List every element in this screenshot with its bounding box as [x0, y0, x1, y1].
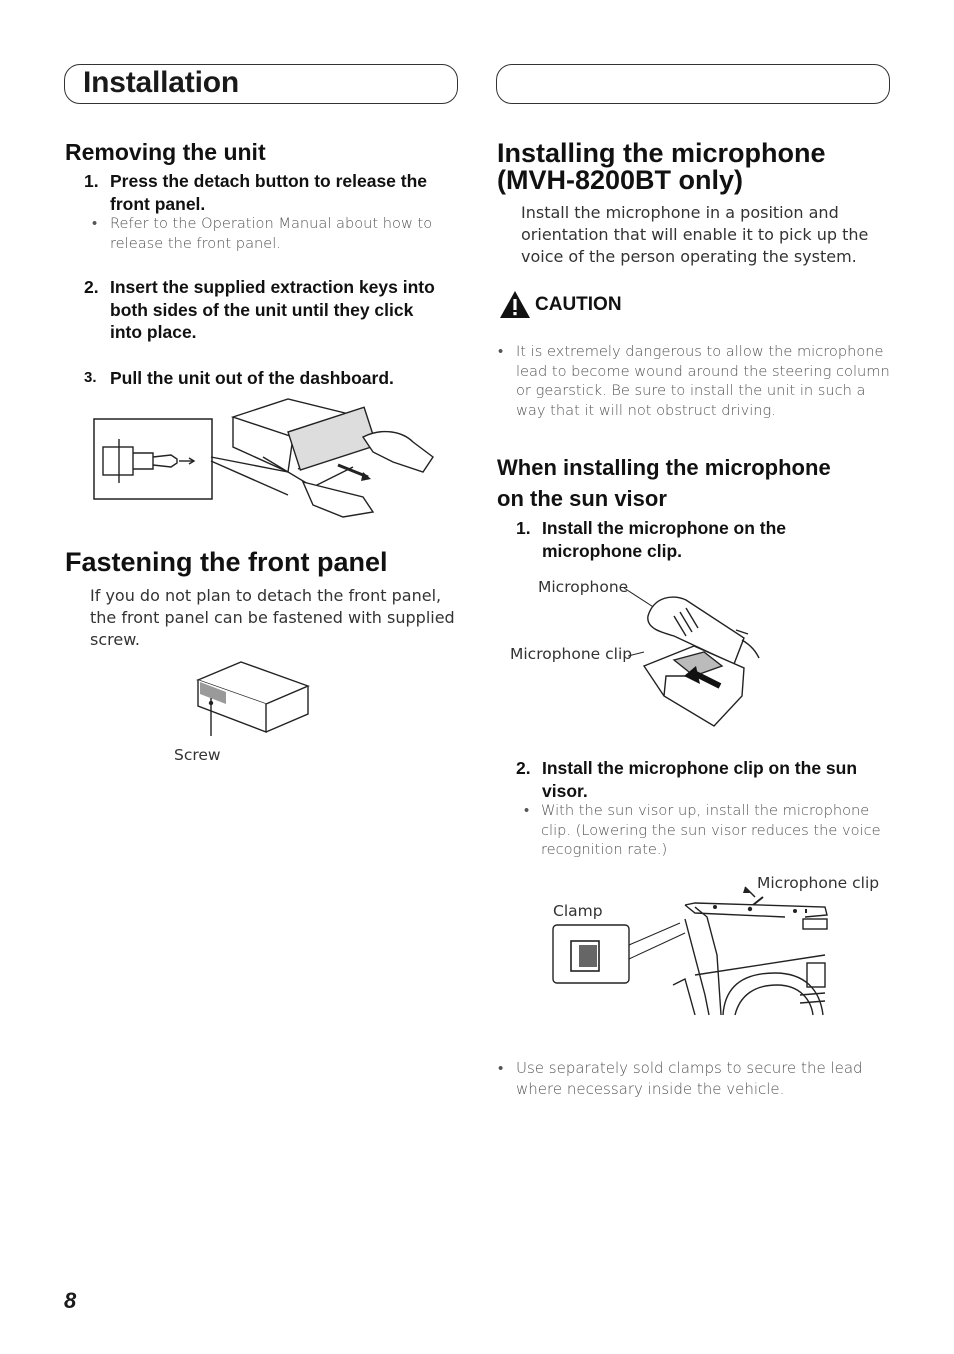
- bullet: •: [498, 1059, 504, 1077]
- bullet: •: [92, 215, 98, 232]
- step-number: 2.: [516, 758, 531, 778]
- step-text: Pull the unit out of the dashboard.: [110, 368, 394, 388]
- section-title: Installation: [83, 66, 239, 99]
- fastening-heading: Fastening the front panel: [65, 547, 388, 577]
- note-text: Refer to the Operation Manual about how to release the front panel.: [110, 215, 433, 252]
- removing-unit-heading: Removing the unit: [65, 139, 266, 165]
- microphone-label: Microphone: [538, 578, 629, 596]
- sun-visor-heading-line-2: on the sun visor: [497, 486, 667, 511]
- page-number: 8: [64, 1288, 77, 1313]
- microphone-body: Install the microphone in a position and orientation that will enable it to pick up the voice of the person operating the system.: [521, 203, 869, 266]
- step-text: Install the microphone clip on the sun visor.: [542, 758, 858, 801]
- step-text: Install the microphone on the microphone clip.: [542, 518, 787, 561]
- note-text: With the sun visor up, install the microphone clip. (Lowering the sun visor reduces the voice recognition rate.): [541, 802, 881, 858]
- removing-step-2: [84, 276, 464, 346]
- clamp-label: Clamp: [553, 902, 603, 920]
- microphone-heading-line-2: (MVH-8200BT only): [497, 165, 744, 195]
- removing-step-3: [84, 367, 464, 391]
- microphone-clip-label: Microphone clip: [510, 645, 633, 663]
- step-number: 1.: [516, 518, 531, 538]
- microphone-clip-illustration: [624, 576, 774, 736]
- sun-visor-step-2: [516, 757, 896, 803]
- caution-text: It is extremely dangerous to allow the microphone lead to become wound around the steering column or gearstick. Be sure to install the unit in such a way that it will not obstruct driving.: [516, 343, 890, 419]
- empty-header-box: [496, 64, 890, 104]
- step-number: 3.: [84, 369, 97, 386]
- fastening-body: If you do not plan to detach the front panel, the front panel can be fastened with supplied screw.: [90, 586, 455, 649]
- bullet: •: [524, 802, 530, 819]
- warning-icon: [499, 290, 531, 319]
- sun-visor-step-1: [516, 517, 896, 563]
- microphone-clip-label-2: Microphone clip: [757, 874, 880, 892]
- step-number: 2.: [84, 277, 99, 297]
- screw-illustration: [196, 658, 316, 748]
- step-text: Press the detach button to release the front panel.: [110, 171, 428, 214]
- final-note-text: Use separately sold clamps to secure the lead where necessary inside the vehicle.: [516, 1059, 863, 1098]
- step-number: 1.: [84, 171, 99, 191]
- removing-unit-illustration: [93, 397, 438, 522]
- sun-visor-illustration: [545, 885, 835, 1015]
- bullet: •: [498, 343, 504, 360]
- screw-label: Screw: [174, 746, 221, 764]
- sun-visor-heading-line-1: When installing the microphone: [497, 455, 831, 480]
- removing-step-1: [84, 170, 464, 216]
- caution-label: CAUTION: [535, 294, 622, 315]
- step-text: Insert the supplied extraction keys into both sides of the unit until they click into place.: [110, 277, 435, 342]
- microphone-heading-line-1: Installing the microphone: [497, 138, 826, 168]
